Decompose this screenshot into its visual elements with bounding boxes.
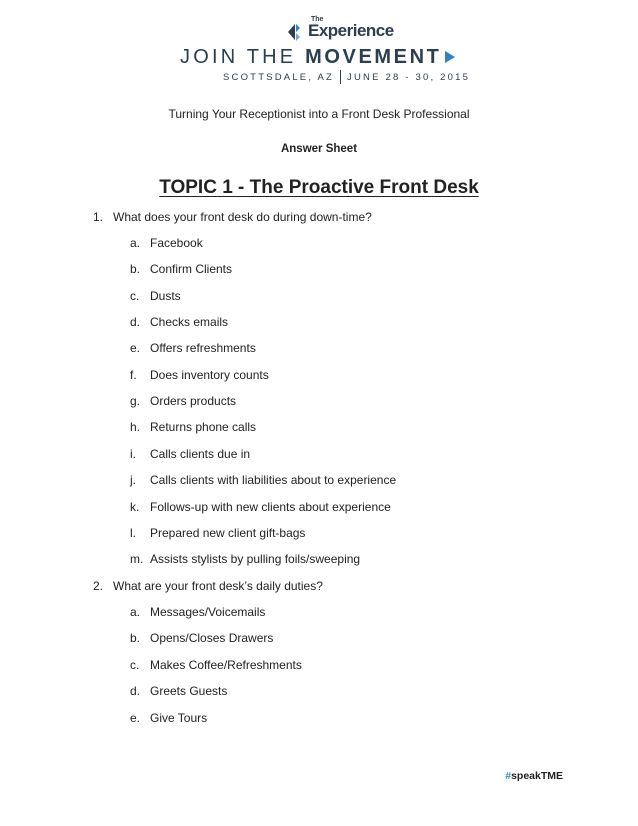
- answer-text: Follows-up with new clients about experience: [150, 500, 391, 514]
- answer-letter: g.: [130, 394, 141, 408]
- logo-small-text: The: [311, 16, 324, 23]
- answer-letter: i.: [130, 447, 136, 461]
- answer-text: Give Tours: [150, 711, 208, 725]
- answer-letter: e.: [130, 341, 141, 355]
- answer-letter: e.: [130, 711, 141, 725]
- answer-letter: h.: [130, 420, 141, 434]
- logo-mark-icon: [288, 22, 306, 42]
- answer-letter: c.: [130, 289, 140, 303]
- experience-logo: [288, 18, 394, 42]
- answer-text: Confirm Clients: [150, 262, 233, 276]
- tagline-light: JOIN THE: [180, 45, 306, 68]
- question-1: [93, 210, 372, 224]
- answer-letter: a.: [130, 236, 141, 250]
- answer-text: Opens/Closes Drawers: [150, 631, 274, 645]
- answer-text: Does inventory counts: [150, 368, 269, 382]
- answer-letter: c.: [130, 658, 140, 672]
- answer-letter: j.: [130, 473, 136, 487]
- answer-text: Orders products: [150, 394, 237, 408]
- answer-letter: k.: [130, 500, 140, 514]
- answer-text: Greets Guests: [150, 684, 228, 698]
- answer-sheet-heading: Answer Sheet: [280, 143, 358, 155]
- answer-text: Calls clients with liabilities about to experience: [150, 473, 397, 487]
- answer-text: Messages/Voicemails: [150, 605, 266, 619]
- answer-letter: b.: [130, 631, 141, 645]
- hashtag-text: speakTME: [511, 770, 563, 782]
- logo-main-text: Experience: [308, 21, 394, 40]
- tagline-bold: MOVEMENT: [305, 45, 442, 68]
- hashtag: [505, 770, 563, 782]
- tagline: [180, 44, 455, 70]
- answer-letter: l.: [130, 526, 136, 540]
- question-number: 2.: [93, 579, 104, 593]
- question-text: What does your front desk do during down-time?: [113, 210, 372, 224]
- answer-letter: a.: [130, 605, 141, 619]
- answer-text: Returns phone calls: [150, 420, 257, 434]
- answer-text: Dusts: [150, 289, 181, 303]
- event-dates: JUNE 28 - 30, 2015: [347, 71, 471, 83]
- event-info: [223, 70, 470, 84]
- question-text: What are your front desk’s daily duties?: [113, 579, 323, 593]
- answer-letter: d.: [130, 684, 141, 698]
- answer-letter: m.: [130, 552, 144, 566]
- play-arrow-icon: [445, 51, 455, 63]
- topic-title: TOPIC 1 - The Proactive Front Desk: [159, 177, 479, 198]
- answer-text: Offers refreshments: [150, 341, 256, 355]
- answer-text: Facebook: [150, 236, 203, 250]
- event-divider: [340, 70, 341, 84]
- answer-text: Calls clients due in: [150, 447, 251, 461]
- answer-text: Prepared new client gift-bags: [150, 526, 306, 540]
- answer-letter: d.: [130, 315, 141, 329]
- answer-text: Checks emails: [150, 315, 229, 329]
- answer-letter: b.: [130, 262, 141, 276]
- document-subtitle: Turning Your Receptionist into a Front Desk Professional: [168, 107, 470, 121]
- hashtag-symbol: #: [505, 770, 512, 782]
- answer-text: Makes Coffee/Refreshments: [150, 658, 302, 672]
- event-location: SCOTTSDALE, AZ: [223, 71, 335, 83]
- question-number: 1.: [93, 210, 104, 224]
- answer-letter: f.: [130, 368, 137, 382]
- answer-text: Assists stylists by pulling foils/sweeping: [150, 552, 361, 566]
- question-2: [93, 579, 323, 593]
